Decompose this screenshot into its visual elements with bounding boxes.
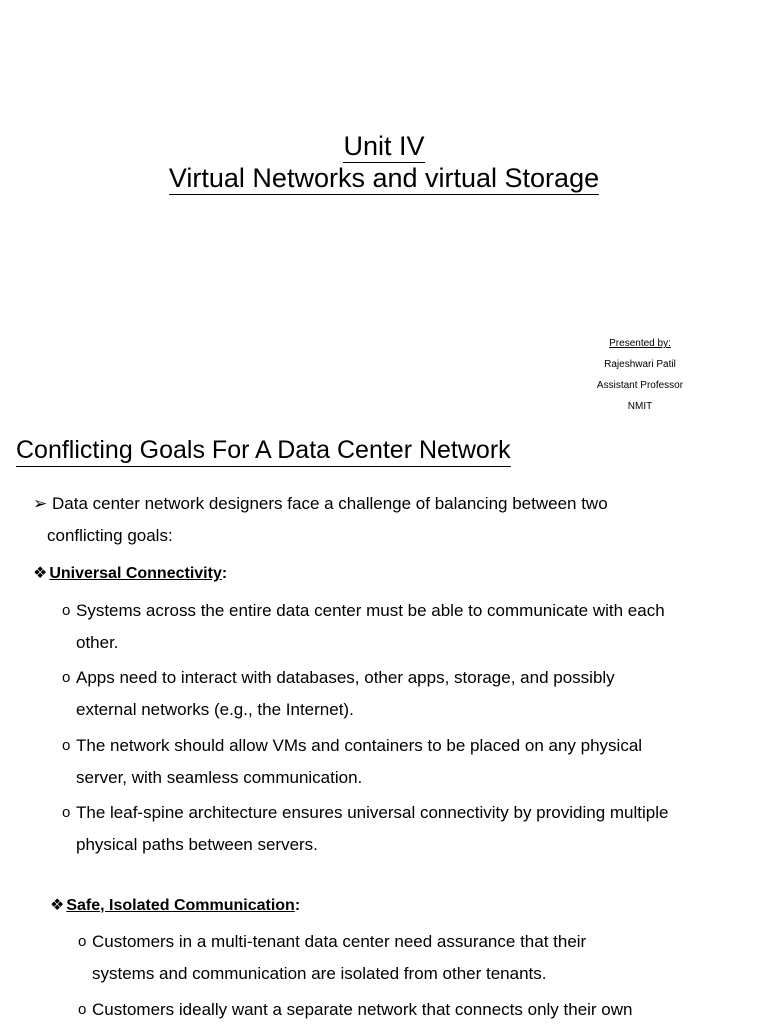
goal-safe-isolated-heading	[50, 895, 300, 915]
circle-bullet-icon: o	[62, 804, 71, 821]
circle-bullet-icon: o	[62, 602, 71, 619]
list-item-line2: external networks (e.g., the Internet).	[76, 699, 354, 719]
goal-title: Safe, Isolated Communication	[66, 897, 295, 914]
circle-bullet-icon: o	[78, 1001, 87, 1018]
intro-text-line2: conflicting goals:	[47, 525, 173, 545]
arrow-bullet-icon: ➢	[33, 494, 48, 513]
circle-bullet-icon: o	[62, 737, 71, 754]
list-item-line2: other.	[76, 632, 119, 652]
goal-colon: :	[294, 897, 301, 914]
list-item-line2: systems and communication are isolated from other tenants.	[92, 963, 547, 983]
presenter-designation: Assistant Professor	[596, 380, 684, 391]
circle-bullet-icon: o	[78, 933, 87, 950]
list-item-line1: Customers ideally want a separate network that connects only their own	[92, 1000, 633, 1019]
unit-subtitle: Virtual Networks and virtual Storage	[168, 163, 600, 193]
section-heading: Conflicting Goals For A Data Center Network	[16, 434, 511, 467]
list-item	[62, 730, 742, 793]
unit-title: Unit IV	[343, 131, 425, 161]
intro-bullet	[33, 488, 733, 551]
presenter-label: Presented by:	[609, 338, 671, 349]
diamond-bullet-icon: ❖	[33, 565, 48, 582]
list-item-line2: server, with seamless communication.	[76, 767, 363, 787]
goal-title: Universal Connectivity	[49, 565, 222, 582]
goal-colon: :	[221, 565, 228, 582]
title-block	[0, 130, 768, 194]
list-item-line1: Apps need to interact with databases, other apps, storage, and possibly	[76, 668, 615, 687]
diamond-bullet-icon: ❖	[50, 897, 65, 914]
list-item	[62, 595, 742, 658]
list-item	[78, 994, 738, 1026]
presenter-name: Rajeshwari Patil	[604, 359, 676, 370]
list-item-line1: The leaf-spine architecture ensures universal connectivity by providing multiple	[76, 803, 669, 822]
list-item-line1: Customers in a multi-tenant data center need assurance that their	[92, 932, 587, 951]
list-item	[62, 662, 742, 725]
list-item-line1: The network should allow VMs and containers to be placed on any physical	[76, 736, 643, 755]
list-item-line1: Systems across the entire data center must be able to communicate with each	[76, 601, 665, 620]
intro-text-line1: Data center network designers face a challenge of balancing between two	[51, 494, 608, 513]
goal-universal-connectivity-heading	[33, 563, 227, 583]
list-item	[62, 797, 752, 860]
list-item	[78, 926, 738, 989]
presenter-info	[570, 337, 710, 421]
presenter-institution: NMIT	[627, 401, 653, 412]
list-item-line2: physical paths between servers.	[76, 834, 318, 854]
circle-bullet-icon: o	[62, 669, 71, 686]
